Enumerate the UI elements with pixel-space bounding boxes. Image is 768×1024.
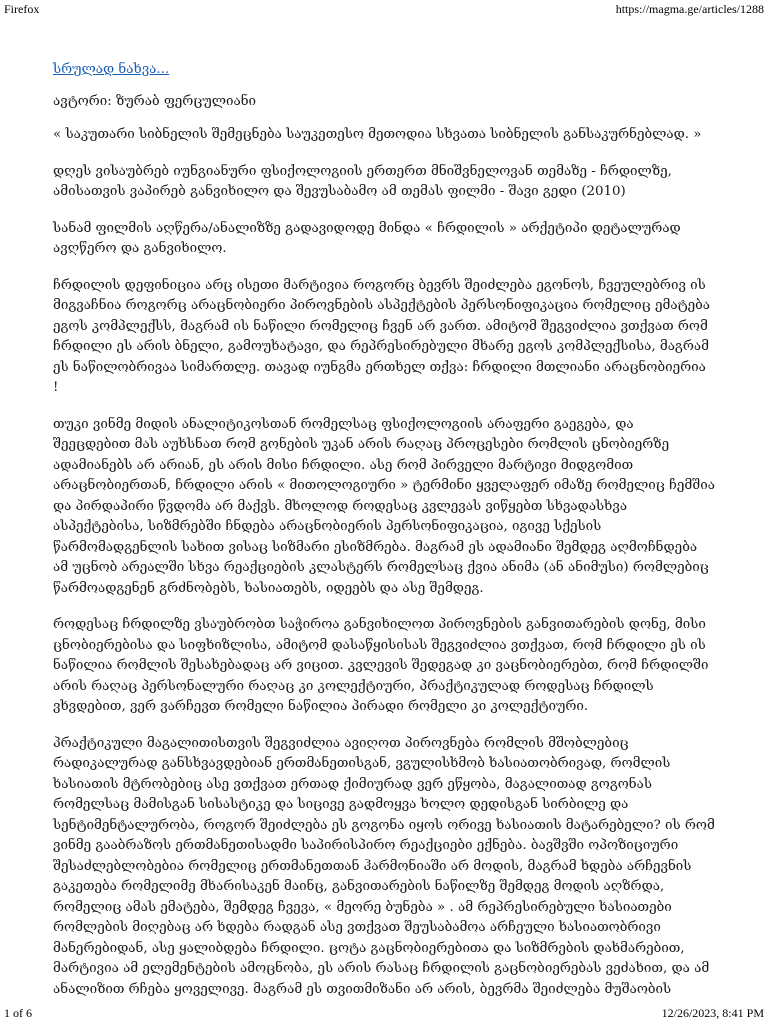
page-url: https://magma.ge/articles/1288	[615, 2, 764, 16]
article-paragraph-quote: « საკუთარი სიბნელის შემეცნება საუკეთესო მეთოდია სხვათა სიბნელის განსაკურნებლად. »	[53, 127, 702, 142]
print-datetime: 12/26/2023, 8:41 PM	[661, 1006, 764, 1020]
article-paragraph: ჩრდილის დეფინიცია არც ისეთი მარტივია როგორც ბევრს შეიძლება ეგონოს, ჩვეულებრივ ის მიგვაჩნია როგორც არაცნობიერი პიროვნების ასპექტების პერსონიფიკაცია რომელიც ემატება ეგოს კომპლექსს, მაგრამ ის ნაწილი რომელიც ჩვენ არ ვართ. ამიტომ შეგვიძლია ვთქვათ რომ ჩრდილი ეს არის ბნელი, გამოუხატავი, და რეპრესირებული მხარე ეგოს კომპლექსისა, მაგრამ ეს ნაწილობრივაა სიმართლე. თავად იუნგმა ერთხელ თქვა: ჩრდილი მთლიანი არაცნობიერია !	[53, 277, 710, 395]
article	[53, 60, 715, 1016]
article-paragraph: სანამ ფილმის აღწერა/ანალიზზე გადავიდოდე მინდა « ჩრდილის » არქეტიპი დეტალურად ავღწერო და განვიხილო.	[53, 220, 681, 256]
article-paragraph: დღეს ვისაუბრებ იუნგიანური ფსიქოლოგიის ერთერთ მნიშვნელოვან თემაზე - ჩრდილზე, ამისათვის ვაპირებ განვიხილო და შევუსაბამო ამ თემას ფილმი - შავი გედი (2010)	[53, 163, 672, 199]
article-paragraph: პრაქტიკული მაგალითისთვის შეგვიძლია ავიღოთ პიროვნება რომლის მშობლებიც რადიკალურად განსხვავდებიან ერთმანეთისგან, ვგულისხმობ ხასიათობრივად, რომლის ხასიათის მტრობებიც ასე ვთქვათ ერთად ქიმიურად ვერ ეწყობა, მაგალითად გოგონას რომელსაც მამისგან სისასტიკე და სიცივე გადმოყვა ხოლო დედისგან სირბილე და სენტიმენტალურობა, როგორ შეიძლება ეს გოგონა იყოს ორივე ხასიათის მატარებელი? ის რომ ვინმე გააბრაზოს ერთმანეთისადმი საპირისპირო რეაქციები ექნება. ბავშვში ოპოზიციური შესაძლებლობებია რომელიც ერთმანეთთან ჰარმონიაში არ მოდის, მაგრამ ხდება არჩევნის გაკეთება რომელიმე მხარისაკენ მაინც, განვითარების ნაწილზე შემდეგ მოდის აღზრდა, რომელიც ამას ემატება, შემდეგ ჩვევა, « მეორე ბუნება » . ამ რეპრესირებული ხასიათები რომლების მიღებაც არ ხდება რადგან ასე ვთქვათ შეუსაბამოა არჩეული ხასიათობრივი მანერებიდან, ასე ყალიბდება ჩრდილი. ცოტა გაცნობიერებითა და სიზმრების დახმარებით, მარტივია ამ ელემენტების ამოცნობა, ეს არის რასაც ჩრდილის გაცნობიერებას ვეძახით, და ამ ანალიზით რჩება ყოველივე. მაგრამ ეს თვითმიზანი არ არის, ბევრმა შეიძლება მუშაობის	[53, 735, 715, 997]
print-header	[0, 0, 768, 18]
article-paragraph: როდესაც ჩრდილზე ვსაუბრობთ საჭიროა განვიხილოთ პიროვნების განვითარების დონე, მისი ცნობიერებისა და სიფხიზლისა, ამიტომ დასაწყისისას შეგვიძლია ვთქვათ, რომ ჩრდილი ეს ის ნაწილია რომლის შესახებადაც არ ვიცით. კვლევის შედეგად კი ვაცნობიერებთ, რომ ჩრდილში არის რაღაც პერსონალური რაღაც კი კოლექტიური, პრაქტიკულად როდესაც ჩრდილს ვხვდებით, ვერ ვარჩევთ რომელი ნაწილია პირადი რომელი კი კოლექტიური.	[53, 617, 709, 714]
page-number: 1 of 6	[4, 1006, 32, 1020]
print-footer	[0, 1004, 768, 1024]
article-author: ავტორი: ზურაბ ფერცულიანი	[53, 93, 257, 109]
full-view-link[interactable]: სრულად ნახვა...	[53, 62, 170, 77]
article-paragraph: თუკი ვინმე მიდის ანალიტიკოსთან რომელსაც ფსიქოლოგიის არაფერი გაეგება, და შეეცდებით მას აუხსნათ რომ გონების უკან არის რაღაც პროცესები რომლის ცნობიერზე ადამიანებს არ არიან, ეს არის მისი ჩრდილი. ასე რომ პირველი მარტივი მიდგომით არაცნობიერთან, ჩრდილი არის « მითოლოგიური » ტერმინი ყველაფერ იმაზე რომელიც ჩემშია და პირდაპირი წვდომა არ მაქვს. მხოლოდ როდესაც კვლევას ვიწყებთ სხვადასხვა ასპექტებისა, სიზმრებში ჩნდება არაცნობიერის პერსონიფიკაცია, იგივე სქესის წარმომადგენლის სახით ვისაც სიზმარი ესიზმრება. მაგრამ ეს ადამიანი შემდეგ აღმოჩნდება ამ უცნობ არეალში სხვა რეაქციების კლასტერს რომელსაც ქვია ანიმა (ან ანიმუსი) რომლებიც წარმოადგენენ გრძნობებს, ხასიათებს, იდეებს და ასე შემდეგ.	[53, 416, 715, 596]
browser-name: Firefox	[4, 2, 40, 16]
